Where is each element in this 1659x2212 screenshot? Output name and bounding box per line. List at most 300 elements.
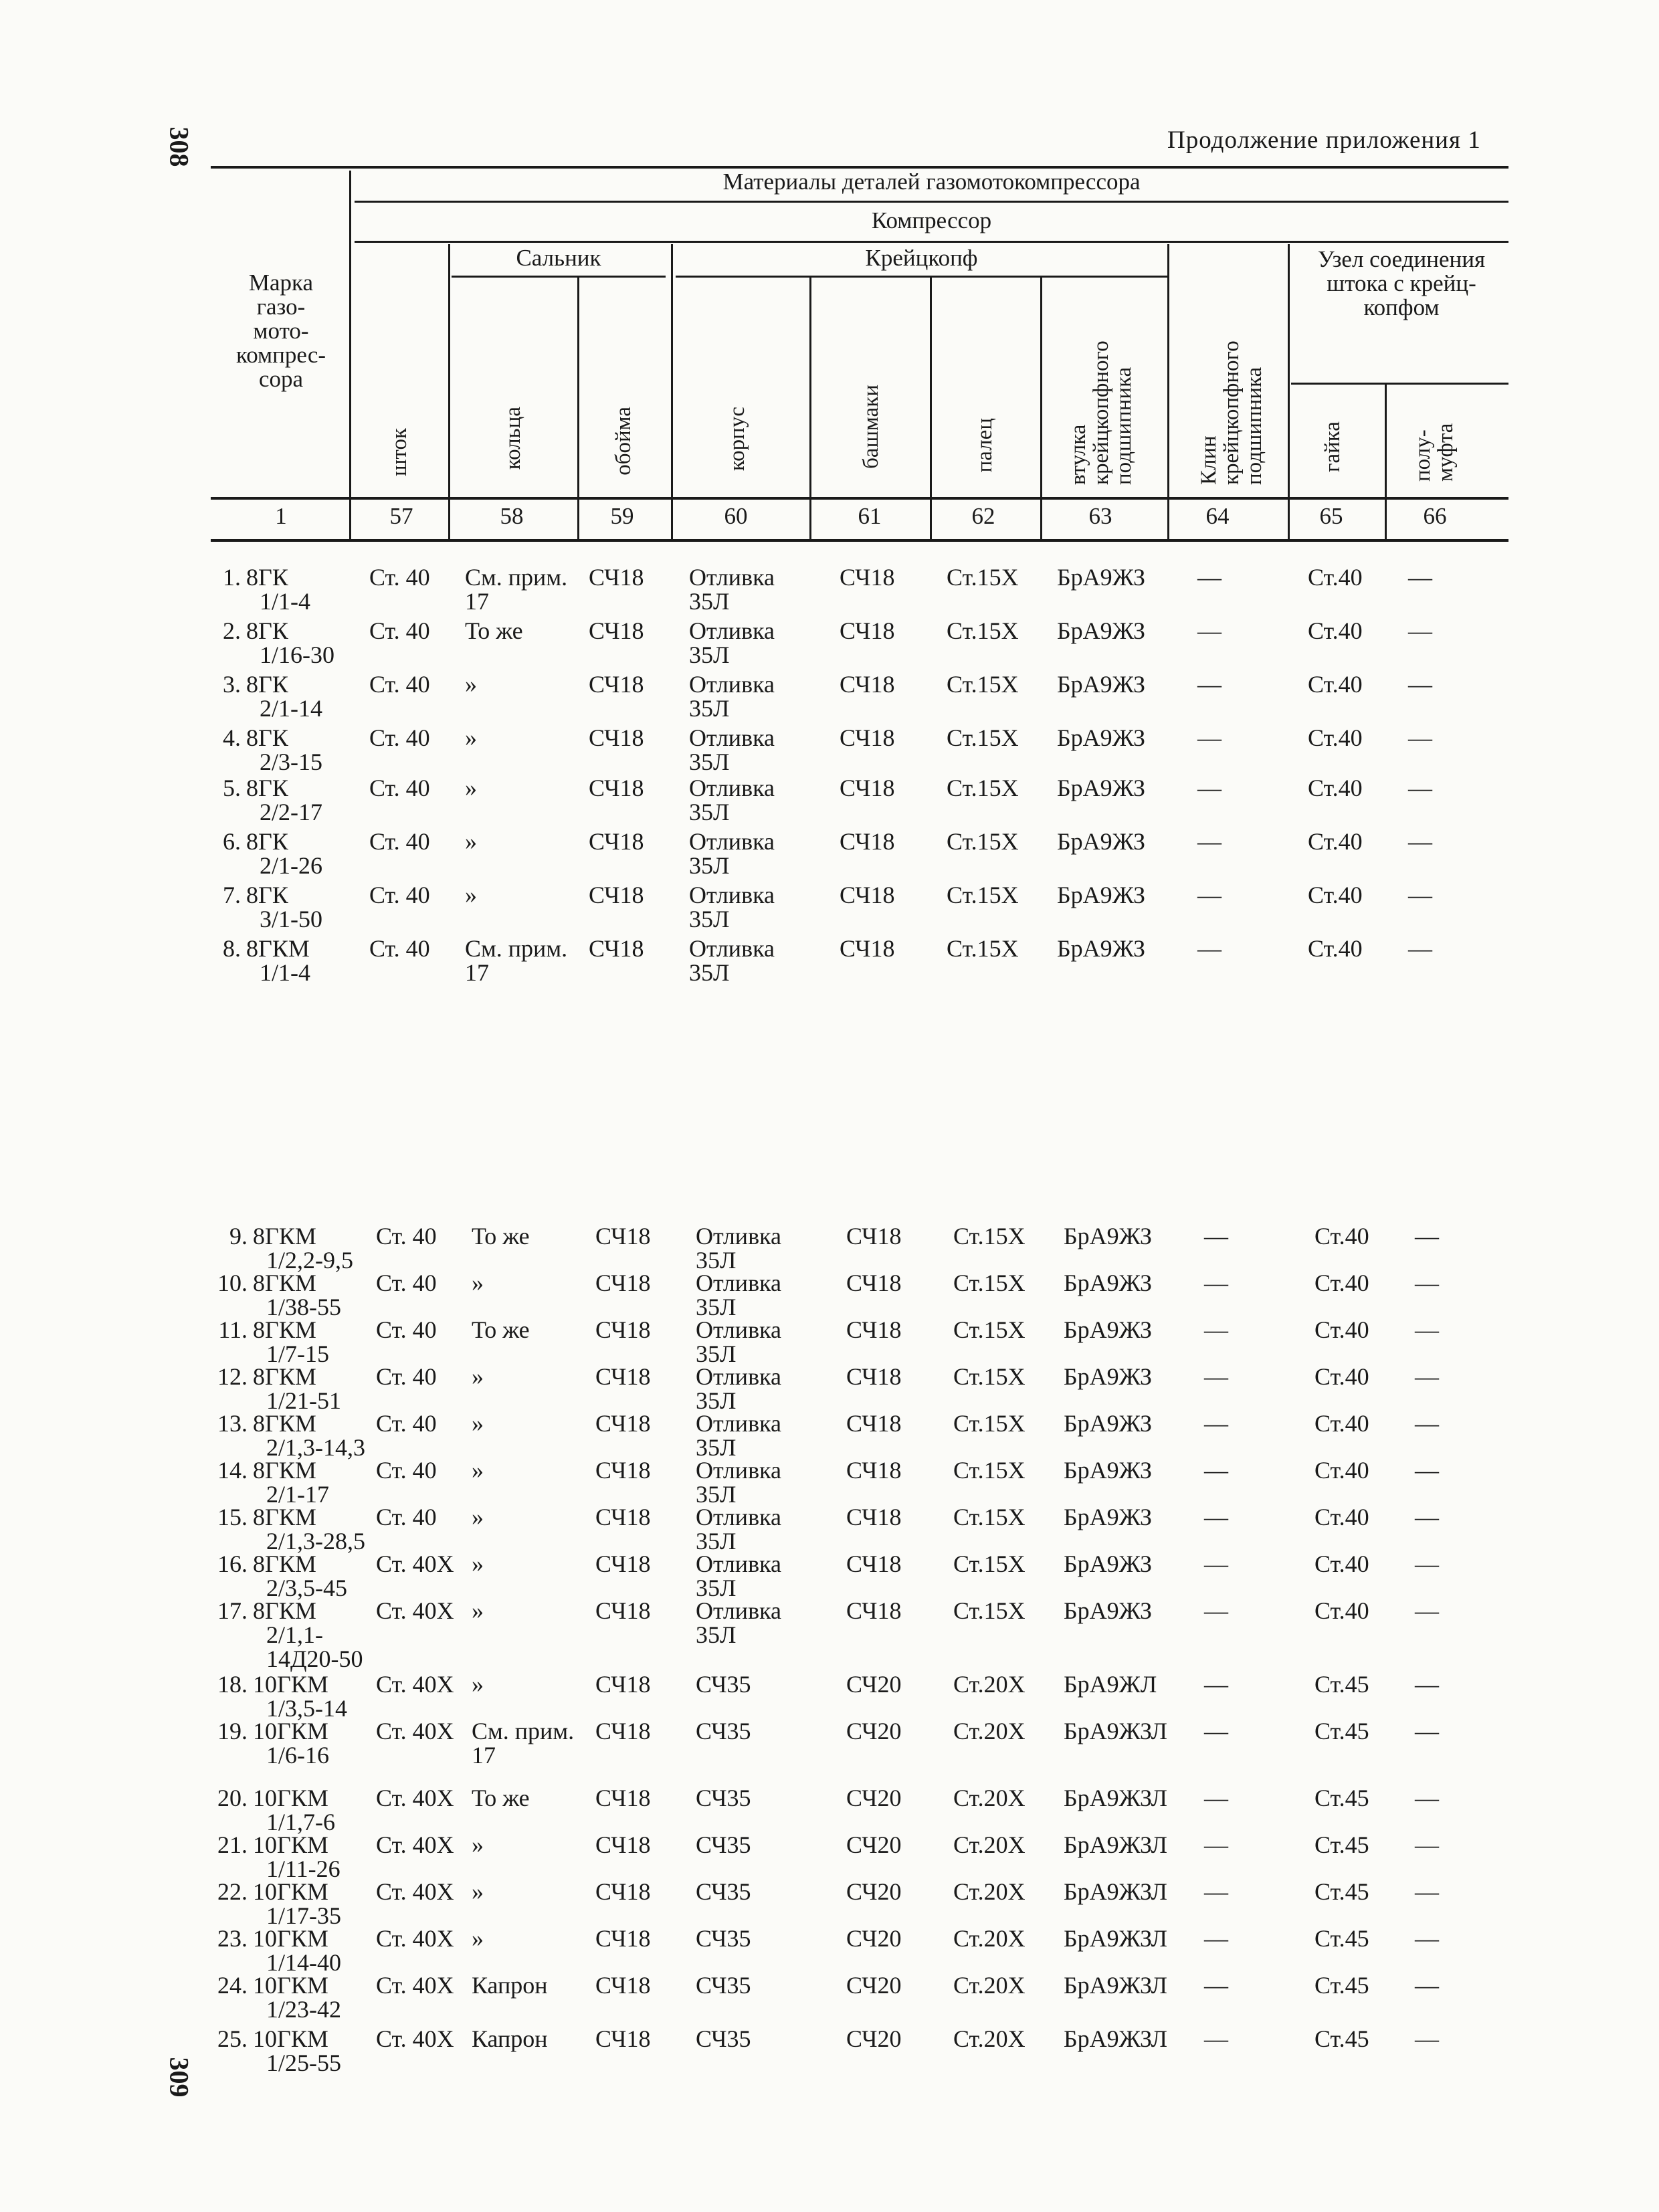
cell-korpus	[689, 829, 789, 878]
cell-bashmaki: СЧ20	[846, 1785, 902, 1811]
cell-num: 12.	[217, 1363, 248, 1390]
cell-vtulka: БрА9ЖЗ	[1064, 1457, 1153, 1484]
col-number: 62	[971, 503, 995, 529]
cell-shtok: Ст. 40	[376, 1223, 437, 1249]
cell-koltsa	[472, 1505, 595, 1529]
cell-mark	[253, 1672, 380, 1720]
cell-vtulka: БрА9ЖЛ	[1064, 1671, 1157, 1698]
cell-mark	[253, 1926, 380, 1975]
cell-palets: Ст.20Х	[953, 2025, 1026, 2052]
cell-bashmaki: СЧ18	[846, 1410, 902, 1437]
cell-korpus	[696, 1880, 796, 1904]
cell-mark-line: 8ГК	[246, 564, 288, 591]
cell-mark-line: 1/2,2-9,5	[266, 1247, 353, 1274]
cell-korpus-line: 35Л	[689, 641, 730, 668]
cell-vtulka: БрА9ЖЗ	[1064, 1223, 1153, 1249]
cell-oboima: СЧ18	[595, 1597, 651, 1624]
cell-bashmaki: СЧ18	[840, 775, 895, 801]
header-oboima: обойма	[611, 407, 636, 476]
cell-num: 5.	[223, 775, 241, 801]
cell-klin: —	[1197, 775, 1222, 801]
cell-korpus-line: Отливка	[689, 882, 775, 908]
cell-mark-line: 2/1-17	[266, 1481, 329, 1508]
cell-oboima: СЧ18	[595, 1718, 651, 1744]
cell-polumufta: —	[1408, 775, 1432, 801]
cell-mark	[246, 883, 373, 931]
cell-koltsa-line: »	[472, 1457, 484, 1484]
cell-oboima: СЧ18	[595, 1223, 651, 1249]
header-kreitskopf: Крейцкопф	[865, 245, 978, 271]
cell-koltsa-line: То же	[465, 617, 523, 644]
cell-num: 13.	[217, 1410, 248, 1437]
cell-korpus-line: 35Л	[689, 852, 730, 879]
cell-gaika: Ст.40	[1314, 1550, 1369, 1577]
vline-vtulka	[1167, 244, 1169, 538]
cell-num: 23.	[217, 1925, 248, 1952]
cell-vtulka: БрА9ЖЗ	[1057, 882, 1146, 908]
cell-oboima: СЧ18	[589, 828, 644, 855]
rule-header-bottom	[211, 497, 1508, 500]
cell-bashmaki: СЧ18	[846, 1223, 902, 1249]
cell-mark	[253, 2027, 380, 2075]
cell-palets: Ст.20Х	[953, 1878, 1026, 1905]
cell-gaika: Ст.40	[1314, 1270, 1369, 1296]
cell-mark	[246, 619, 373, 667]
cell-polumufta: —	[1415, 2025, 1439, 2052]
cell-palets: Ст.15Х	[953, 1363, 1026, 1390]
cell-korpus	[696, 1926, 796, 1950]
cell-num: 14.	[217, 1457, 248, 1484]
cell-korpus-line: СЧ35	[696, 1831, 751, 1858]
cell-koltsa-line: »	[465, 882, 477, 908]
cell-koltsa	[465, 672, 589, 696]
rule-main	[355, 201, 1508, 203]
cell-koltsa	[465, 726, 589, 750]
cell-gaika: Ст.45	[1314, 1878, 1369, 1905]
cell-gaika: Ст.40	[1314, 1223, 1369, 1249]
col-number: 64	[1205, 503, 1230, 529]
cell-num: 15.	[217, 1504, 248, 1530]
cell-mark-line: 2/1,3-14,3	[266, 1434, 365, 1461]
cell-korpus-line: Отливка	[696, 1316, 781, 1343]
cell-korpus-line: СЧ35	[696, 1785, 751, 1811]
cell-mark-line: 1/1-4	[260, 959, 310, 986]
cell-num: 20.	[217, 1785, 248, 1811]
cell-bashmaki: СЧ18	[840, 828, 895, 855]
cell-vtulka: БрА9ЖЗЛ	[1064, 1718, 1167, 1744]
cell-palets: Ст.15Х	[947, 724, 1019, 751]
cell-bashmaki: СЧ18	[846, 1363, 902, 1390]
cell-koltsa	[472, 2027, 595, 2051]
cell-klin: —	[1204, 1363, 1228, 1390]
cell-korpus	[689, 619, 789, 667]
cell-koltsa	[472, 1552, 595, 1576]
cell-vtulka: БрА9ЖЗ	[1064, 1597, 1153, 1624]
cell-mark	[253, 1318, 380, 1366]
cell-mark-line: 2/3-15	[260, 748, 322, 775]
cell-mark-line: 1/25-55	[266, 2049, 341, 2076]
cell-num: 16.	[217, 1550, 248, 1577]
cell-oboima: СЧ18	[595, 1504, 651, 1530]
cell-bashmaki: СЧ18	[840, 882, 895, 908]
cell-num: 21.	[217, 1831, 248, 1858]
cell-num: 4.	[223, 724, 241, 751]
cell-bashmaki: СЧ18	[840, 564, 895, 591]
cell-polumufta: —	[1415, 1270, 1439, 1296]
cell-korpus-line: Отливка	[689, 775, 775, 801]
rule-kreitskopf	[676, 276, 1167, 278]
cell-palets: Ст.15Х	[953, 1550, 1026, 1577]
header-vtulka: втулка крейцкопфного подшипника	[1066, 340, 1136, 485]
cell-oboima: СЧ18	[595, 1316, 651, 1343]
cell-koltsa-line: Капрон	[472, 1972, 548, 1999]
cell-korpus	[689, 883, 789, 931]
cell-korpus-line: 35Л	[696, 1340, 737, 1367]
cell-mark-line: 8ГКМ	[253, 1270, 316, 1296]
cell-koltsa-line: »	[472, 1504, 484, 1530]
cell-korpus-line: 35Л	[689, 588, 730, 615]
cell-shtok: Ст. 40	[369, 671, 430, 698]
cell-koltsa	[465, 829, 589, 853]
cell-vtulka: БрА9ЖЗ	[1057, 617, 1146, 644]
cell-oboima: СЧ18	[589, 882, 644, 908]
cell-bashmaki: СЧ20	[846, 1972, 902, 1999]
cell-oboima: СЧ18	[595, 1878, 651, 1905]
cell-korpus	[696, 1411, 796, 1460]
cell-palets: Ст.15Х	[947, 671, 1019, 698]
cell-koltsa	[465, 883, 589, 907]
cell-num: 11.	[218, 1316, 248, 1343]
cell-koltsa	[465, 936, 589, 985]
cell-koltsa-line: »	[472, 1671, 484, 1698]
cell-vtulka: БрА9ЖЗ	[1064, 1363, 1153, 1390]
cell-polumufta: —	[1415, 1410, 1439, 1437]
cell-mark-line: 2/1-14	[260, 695, 322, 722]
vline-klin	[1288, 244, 1290, 538]
cell-koltsa	[472, 1458, 595, 1482]
vline-shtok	[448, 244, 450, 538]
cell-gaika: Ст.40	[1308, 935, 1363, 962]
cell-palets: Ст.20Х	[953, 1671, 1026, 1698]
header-koltsa: кольца	[501, 407, 525, 470]
cell-korpus	[696, 1318, 796, 1366]
cell-koltsa	[472, 1719, 595, 1767]
cell-mark	[253, 1973, 380, 2021]
cell-oboima: СЧ18	[595, 1270, 651, 1296]
header-brand: Марка газо- мото- компрес- сора	[235, 270, 326, 392]
cell-klin: —	[1204, 1671, 1228, 1698]
colnum-sep	[1167, 500, 1169, 539]
cell-korpus-line: Отливка	[696, 1270, 781, 1296]
cell-klin: —	[1197, 882, 1222, 908]
cell-koltsa	[465, 776, 589, 800]
cell-mark-line: 1/21-51	[266, 1387, 341, 1414]
cell-mark-line: 10ГКМ	[253, 1718, 328, 1744]
cell-shtok: Ст. 40	[376, 1316, 437, 1343]
cell-shtok: Ст. 40Х	[376, 1878, 454, 1905]
cell-vtulka: БрА9ЖЗ	[1057, 775, 1146, 801]
cell-korpus-line: СЧ35	[696, 1671, 751, 1698]
cell-korpus	[689, 776, 789, 824]
cell-gaika: Ст.40	[1308, 617, 1363, 644]
cell-korpus-line: Отливка	[689, 671, 775, 698]
cell-korpus	[696, 2027, 796, 2051]
cell-korpus-line: Отливка	[689, 617, 775, 644]
cell-bashmaki: СЧ20	[846, 1671, 902, 1698]
cell-mark-line: 1/7-15	[266, 1340, 329, 1367]
cell-koltsa-line: »	[472, 1925, 484, 1952]
cell-mark	[253, 1458, 380, 1506]
cell-korpus-line: Отливка	[689, 724, 775, 751]
cell-num: 9.	[229, 1223, 248, 1249]
cell-shtok: Ст. 40	[369, 724, 430, 751]
cell-korpus	[696, 1672, 796, 1696]
cell-num: 24.	[217, 1972, 248, 1999]
cell-mark-line: 1/6-16	[266, 1742, 329, 1769]
cell-polumufta: —	[1415, 1363, 1439, 1390]
cell-korpus	[696, 1973, 796, 1997]
cell-mark-line: 2/3,5-45	[266, 1575, 347, 1601]
cell-shtok: Ст. 40	[369, 564, 430, 591]
cell-palets: Ст.15Х	[947, 935, 1019, 962]
cell-korpus-line: СЧ35	[696, 2025, 751, 2052]
cell-polumufta: —	[1408, 564, 1432, 591]
cell-mark-line: 8ГКМ	[253, 1504, 316, 1530]
cell-palets: Ст.15Х	[947, 882, 1019, 908]
cell-shtok: Ст. 40Х	[376, 1972, 454, 1999]
cell-korpus-line: Отливка	[696, 1363, 781, 1390]
cell-mark-line: 8ГКМ	[253, 1597, 316, 1624]
cell-polumufta: —	[1408, 828, 1432, 855]
col-number: 60	[724, 503, 748, 529]
cell-polumufta: —	[1415, 1457, 1439, 1484]
cell-gaika: Ст.45	[1314, 1972, 1369, 1999]
cell-bashmaki: СЧ20	[846, 2025, 902, 2052]
cell-klin: —	[1197, 828, 1222, 855]
cell-mark-line: 10ГКМ	[253, 1785, 328, 1811]
col-number: 59	[610, 503, 634, 529]
cell-mark	[253, 1786, 380, 1834]
cell-korpus	[689, 936, 789, 985]
colnum-sep	[448, 500, 450, 539]
cell-shtok: Ст. 40	[376, 1410, 437, 1437]
cell-mark	[253, 1505, 380, 1553]
cell-oboima: СЧ18	[595, 1831, 651, 1858]
cell-oboima: СЧ18	[589, 564, 644, 591]
cell-mark-line: 3/1-50	[260, 906, 322, 932]
cell-gaika: Ст.40	[1308, 828, 1363, 855]
cell-korpus	[689, 565, 789, 613]
vline-koltsa	[577, 278, 579, 538]
cell-oboima: СЧ18	[589, 935, 644, 962]
cell-gaika: Ст.40	[1308, 671, 1363, 698]
cell-mark	[246, 829, 373, 878]
cell-korpus-line: 35Л	[689, 799, 730, 825]
cell-korpus-line: 35Л	[696, 1387, 737, 1414]
cell-mark	[253, 1271, 380, 1319]
cell-gaika: Ст.40	[1314, 1597, 1369, 1624]
cell-klin: —	[1204, 1270, 1228, 1296]
cell-oboima: СЧ18	[589, 775, 644, 801]
cell-mark-line: 1/17-35	[266, 1902, 341, 1929]
cell-palets: Ст.20Х	[953, 1972, 1026, 1999]
cell-bashmaki: СЧ18	[846, 1504, 902, 1530]
cell-palets: Ст.15Х	[947, 828, 1019, 855]
cell-koltsa-line: »	[472, 1410, 484, 1437]
cell-mark-line: 8ГКМ	[253, 1363, 316, 1390]
cell-koltsa-line: »	[465, 775, 477, 801]
colnum-sep	[1288, 500, 1290, 539]
cell-num: 10.	[217, 1270, 248, 1296]
cell-mark-line: 10ГКМ	[253, 1972, 328, 1999]
cell-vtulka: БрА9ЖЗ	[1064, 1504, 1153, 1530]
cell-mark-line: 1/23-42	[266, 1996, 341, 2023]
cell-num: 1.	[223, 564, 241, 591]
cell-num: 22.	[217, 1878, 248, 1905]
cell-mark-line: 8ГКМ	[246, 935, 310, 962]
cell-korpus	[689, 672, 789, 720]
header-uzel: Узел соединения штока с крейц- копфом	[1317, 246, 1486, 320]
cell-mark-line: 1/3,5-14	[266, 1695, 347, 1722]
cell-mark-line: 10ГКМ	[253, 1878, 328, 1905]
col-number: 58	[500, 503, 524, 529]
cell-num: 25.	[217, 2025, 248, 2052]
cell-korpus-line: Отливка	[689, 828, 775, 855]
cell-korpus-line: 35Л	[696, 1434, 737, 1461]
cell-oboima: СЧ18	[589, 671, 644, 698]
cell-polumufta: —	[1415, 1316, 1439, 1343]
vline-bashmaki	[930, 278, 932, 538]
cell-mark-line: 8ГК	[246, 828, 288, 855]
cell-shtok: Ст. 40	[369, 828, 430, 855]
cell-vtulka: БрА9ЖЗЛ	[1064, 2025, 1167, 2052]
cell-num: 18.	[217, 1671, 248, 1698]
cell-mark-line: 10ГКМ	[253, 1831, 328, 1858]
header-compressor: Компрессор	[871, 207, 992, 233]
cell-klin: —	[1204, 1925, 1228, 1952]
cell-mark-line: 2/2-17	[260, 799, 322, 825]
cell-korpus	[696, 1271, 796, 1319]
cell-bashmaki: СЧ20	[846, 1718, 902, 1744]
cell-oboima: СЧ18	[595, 1972, 651, 1999]
cell-mark	[253, 1719, 380, 1767]
cell-mark	[253, 1833, 380, 1881]
cell-shtok: Ст. 40Х	[376, 1597, 454, 1624]
cell-polumufta: —	[1408, 724, 1432, 751]
cell-polumufta: —	[1415, 1925, 1439, 1952]
cell-korpus-line: 35Л	[696, 1294, 737, 1320]
cell-polumufta: —	[1415, 1504, 1439, 1530]
cell-shtok: Ст. 40Х	[376, 1718, 454, 1744]
cell-gaika: Ст.45	[1314, 2025, 1369, 2052]
cell-klin: —	[1204, 1878, 1228, 1905]
cell-shtok: Ст. 40	[376, 1270, 437, 1296]
cell-mark	[246, 776, 373, 824]
cell-oboima: СЧ18	[595, 1925, 651, 1952]
cell-bashmaki: СЧ18	[840, 724, 895, 751]
cell-korpus	[696, 1719, 796, 1743]
cell-korpus	[696, 1599, 796, 1647]
cell-mark-line: 1/16-30	[260, 641, 334, 668]
cell-klin: —	[1204, 1550, 1228, 1577]
cell-koltsa-line: »	[472, 1831, 484, 1858]
cell-oboima: СЧ18	[595, 1410, 651, 1437]
cell-gaika: Ст.40	[1314, 1457, 1369, 1484]
cell-shtok: Ст. 40	[376, 1457, 437, 1484]
cell-vtulka: БрА9ЖЗ	[1057, 564, 1146, 591]
cell-koltsa	[472, 1926, 595, 1950]
cell-klin: —	[1204, 1831, 1228, 1858]
cell-bashmaki: СЧ20	[846, 1878, 902, 1905]
cell-polumufta: —	[1408, 671, 1432, 698]
vline-oboima	[671, 244, 673, 538]
col-number: 66	[1423, 503, 1447, 529]
cell-korpus-line: 35Л	[696, 1247, 737, 1274]
cell-polumufta: —	[1408, 882, 1432, 908]
colnum-sep	[1385, 500, 1387, 539]
col-number: 57	[389, 503, 413, 529]
cell-klin: —	[1204, 1457, 1228, 1484]
cell-mark-line: 8ГКМ	[253, 1410, 316, 1437]
cell-gaika: Ст.45	[1314, 1671, 1369, 1698]
cell-koltsa	[472, 1365, 595, 1389]
cell-palets: Ст.15Х	[953, 1316, 1026, 1343]
cell-gaika: Ст.45	[1314, 1718, 1369, 1744]
cell-palets: Ст.20Х	[953, 1718, 1026, 1744]
cell-num: 8.	[223, 935, 241, 962]
cell-koltsa-line: 17	[465, 959, 489, 986]
cell-korpus-line: 35Л	[696, 1481, 737, 1508]
cell-bashmaki: СЧ18	[846, 1550, 902, 1577]
cell-klin: —	[1204, 1504, 1228, 1530]
cell-shtok: Ст. 40Х	[376, 1550, 454, 1577]
cell-koltsa-line: 17	[465, 588, 489, 615]
cell-mark-line: 1/14-40	[266, 1949, 341, 1976]
cell-oboima: СЧ18	[595, 1363, 651, 1390]
cell-koltsa-line: »	[465, 828, 477, 855]
cell-num: 17.	[217, 1597, 248, 1624]
cell-oboima: СЧ18	[595, 2025, 651, 2052]
cell-korpus	[696, 1833, 796, 1857]
colnum-sep	[577, 500, 579, 539]
cell-korpus-line: 35Л	[689, 906, 730, 932]
cell-vtulka: БрА9ЖЗ	[1057, 724, 1146, 751]
cell-korpus-line: Отливка	[696, 1457, 781, 1484]
cell-koltsa	[472, 1224, 595, 1248]
cell-mark-line: 8ГК	[246, 671, 288, 698]
cell-koltsa-line: »	[472, 1878, 484, 1905]
cell-koltsa-line: »	[472, 1597, 484, 1624]
cell-korpus-line: СЧ35	[696, 1972, 751, 1999]
cell-koltsa	[472, 1411, 595, 1435]
col-number: 63	[1088, 503, 1112, 529]
cell-vtulka: БрА9ЖЗ	[1064, 1316, 1153, 1343]
cell-koltsa	[472, 1271, 595, 1295]
cell-bashmaki: СЧ20	[846, 1925, 902, 1952]
cell-mark-line: 1/1,7-6	[266, 1809, 335, 1835]
rule-colnums-bottom	[211, 539, 1508, 542]
cell-vtulka: БрА9ЖЗЛ	[1064, 1831, 1167, 1858]
cell-koltsa-line: Капрон	[472, 2025, 548, 2052]
cell-koltsa-line: »	[472, 1270, 484, 1296]
cell-polumufta: —	[1415, 1223, 1439, 1249]
cell-mark-line: 8ГК	[246, 724, 288, 751]
cell-shtok: Ст. 40	[369, 882, 430, 908]
cell-polumufta: —	[1415, 1785, 1439, 1811]
cell-mark-line: 10ГКМ	[253, 2025, 328, 2052]
cell-mark	[253, 1599, 380, 1671]
cell-koltsa	[472, 1786, 595, 1810]
